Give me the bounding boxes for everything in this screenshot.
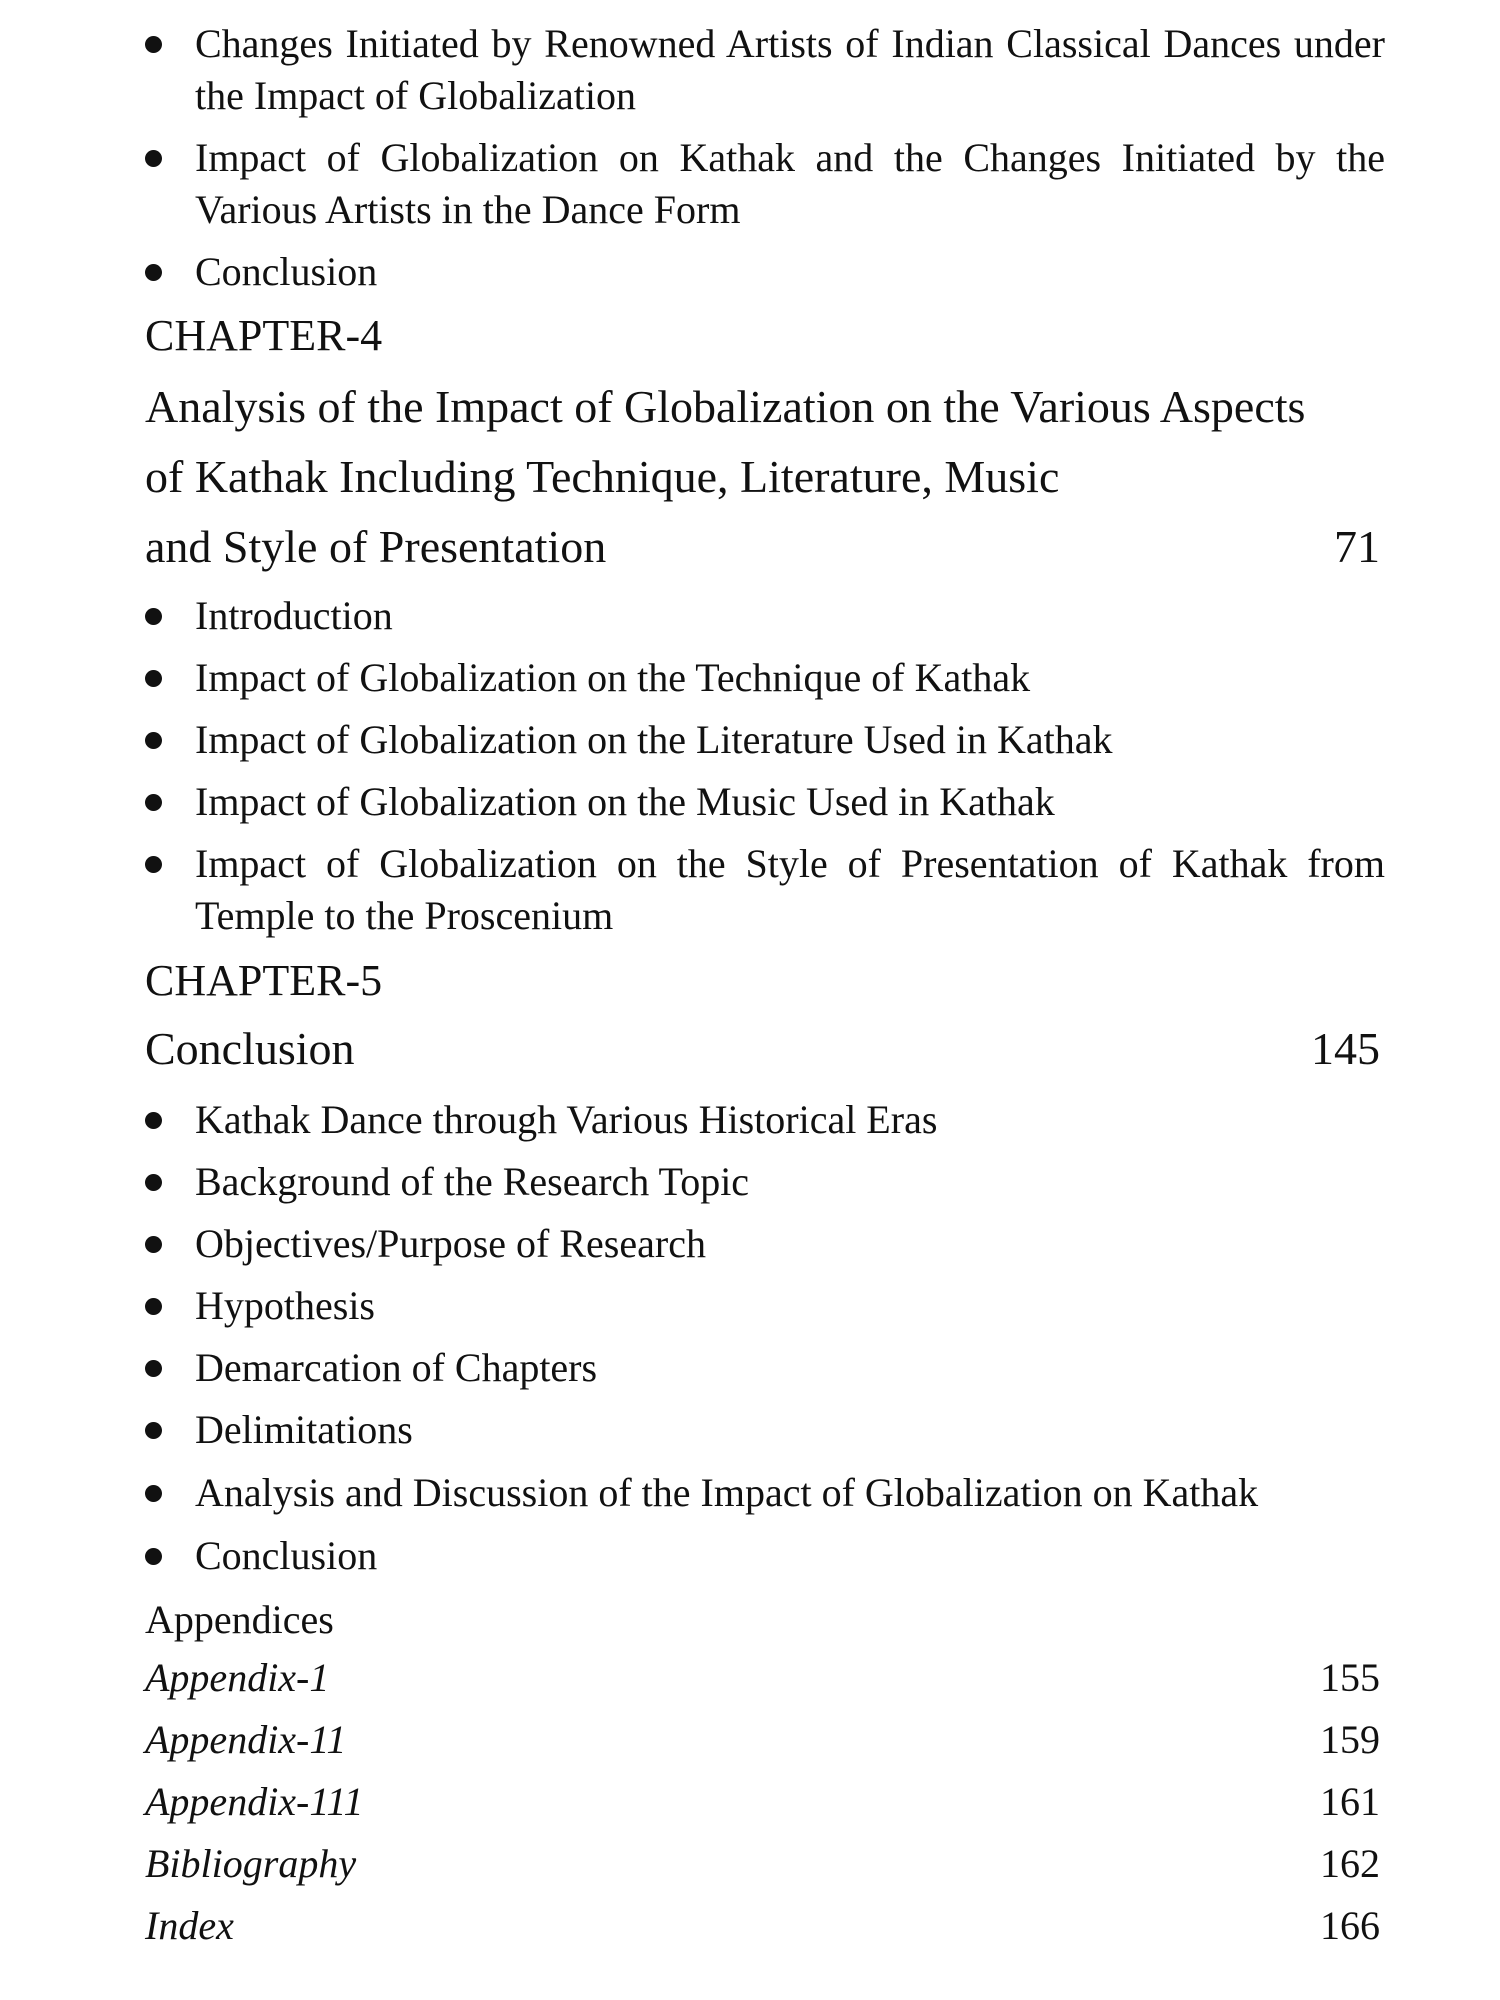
chapter-4-label: CHAPTER-4 <box>145 311 383 360</box>
bullet-dot <box>145 1236 162 1253</box>
toc-bullet-item <box>145 132 1385 236</box>
toc-bullet-item <box>145 1218 1385 1270</box>
toc-entry-row <box>145 1712 1380 1768</box>
toc-bullet-item <box>145 652 1385 704</box>
chapter-4-page-number: 71 <box>1334 521 1380 572</box>
toc-entry-label: Appendix-111 <box>145 1779 364 1824</box>
chapter-5-title-line: Conclusion <box>145 1023 355 1074</box>
toc-bullet-text: Impact of Globalization on the Literature Used in Kathak <box>195 717 1113 762</box>
chapter-5-label: CHAPTER-5 <box>145 956 383 1005</box>
bullet-dot <box>145 608 162 625</box>
bullet-dot <box>145 794 162 811</box>
chapter-5-title <box>145 1014 355 1084</box>
toc-entry-row <box>145 1836 1380 1892</box>
toc-bullet-item <box>145 590 1385 642</box>
toc-bullet-text: Impact of Globalization on the Music Used in Kathak <box>195 779 1055 824</box>
toc-bullet-item <box>145 1094 1385 1146</box>
toc-bullet-item <box>145 838 1385 942</box>
chapter-4-title-line: of Kathak Including Technique, Literature, Music <box>145 451 1060 502</box>
toc-entry-page: 162 <box>1320 1841 1380 1886</box>
toc-entry-label: Appendix-11 <box>145 1717 347 1762</box>
bullet-dot <box>145 1548 162 1565</box>
bullet-dot <box>145 1360 162 1377</box>
chapter-4-title <box>145 372 1305 582</box>
toc-entry-page: 159 <box>1320 1717 1380 1762</box>
bullet-dot <box>145 150 162 167</box>
bullet-dot <box>145 856 162 873</box>
toc-bullet-text: Changes Initiated by Renowned Artists of Indian Classical Dances under the Impact of Globalization <box>195 21 1385 118</box>
toc-bullet-text: Conclusion <box>195 249 378 294</box>
toc-bullet-item <box>145 18 1385 122</box>
toc-entry-page: 155 <box>1320 1655 1380 1700</box>
toc-entry-label: Bibliography <box>145 1841 357 1886</box>
bullet-dot <box>145 1112 162 1129</box>
bullet-dot <box>145 36 162 53</box>
toc-bullet-item <box>145 246 1385 298</box>
toc-bullet-text: Background of the Research Topic <box>195 1159 750 1204</box>
chapter-4-title-line: and Style of Presentation <box>145 521 607 572</box>
toc-bullet-text: Kathak Dance through Various Historical Eras <box>195 1097 938 1142</box>
toc-bullet-text: Demarcation of Chapters <box>195 1345 598 1390</box>
toc-bullet-text: Introduction <box>195 593 393 638</box>
toc-bullet-item <box>145 776 1385 828</box>
toc-bullet-item <box>145 1467 1385 1519</box>
bullet-dot <box>145 264 162 281</box>
toc-bullet-text: Objectives/Purpose of Research <box>195 1221 706 1266</box>
appendices-heading: Appendices <box>145 1597 334 1642</box>
chapter-5-page-number: 145 <box>1311 1023 1380 1074</box>
toc-bullet-text: Impact of Globalization on the Style of Presentation of Kathak from Temple to the Proscenium <box>195 841 1385 938</box>
toc-entry-page: 161 <box>1320 1779 1380 1824</box>
bullet-dot <box>145 1298 162 1315</box>
toc-entry-page: 166 <box>1320 1903 1380 1948</box>
toc-bullet-text: Conclusion <box>195 1533 378 1578</box>
chapter-4-title-line: Analysis of the Impact of Globalization on the Various Aspects <box>145 381 1306 432</box>
bullet-dot <box>145 670 162 687</box>
toc-bullet-item <box>145 1280 1385 1332</box>
bullet-dot <box>145 1422 162 1439</box>
toc-bullet-item <box>145 1156 1385 1208</box>
toc-entry-row <box>145 1774 1380 1830</box>
toc-bullet-text: Delimitations <box>195 1407 413 1452</box>
toc-entry-label: Index <box>145 1903 234 1948</box>
toc-entry-row <box>145 1650 1380 1706</box>
toc-bullet-item <box>145 1342 1385 1394</box>
toc-bullet-text: Hypothesis <box>195 1283 375 1328</box>
toc-bullet-text: Impact of Globalization on the Technique of Kathak <box>195 655 1031 700</box>
toc-bullet-item <box>145 1530 1385 1582</box>
bullet-dot <box>145 1485 162 1502</box>
toc-bullet-text: Impact of Globalization on Kathak and the Changes Initiated by the Various Artists in the Dance Form <box>195 135 1385 232</box>
toc-entry-row <box>145 1898 1380 1954</box>
toc-bullet-text: Analysis and Discussion of the Impact of Globalization on Kathak <box>195 1470 1259 1515</box>
bullet-dot <box>145 732 162 749</box>
toc-bullet-item <box>145 1404 1385 1456</box>
toc-bullet-item <box>145 714 1385 766</box>
toc-entry-label: Appendix-1 <box>145 1655 330 1700</box>
bullet-dot <box>145 1174 162 1191</box>
